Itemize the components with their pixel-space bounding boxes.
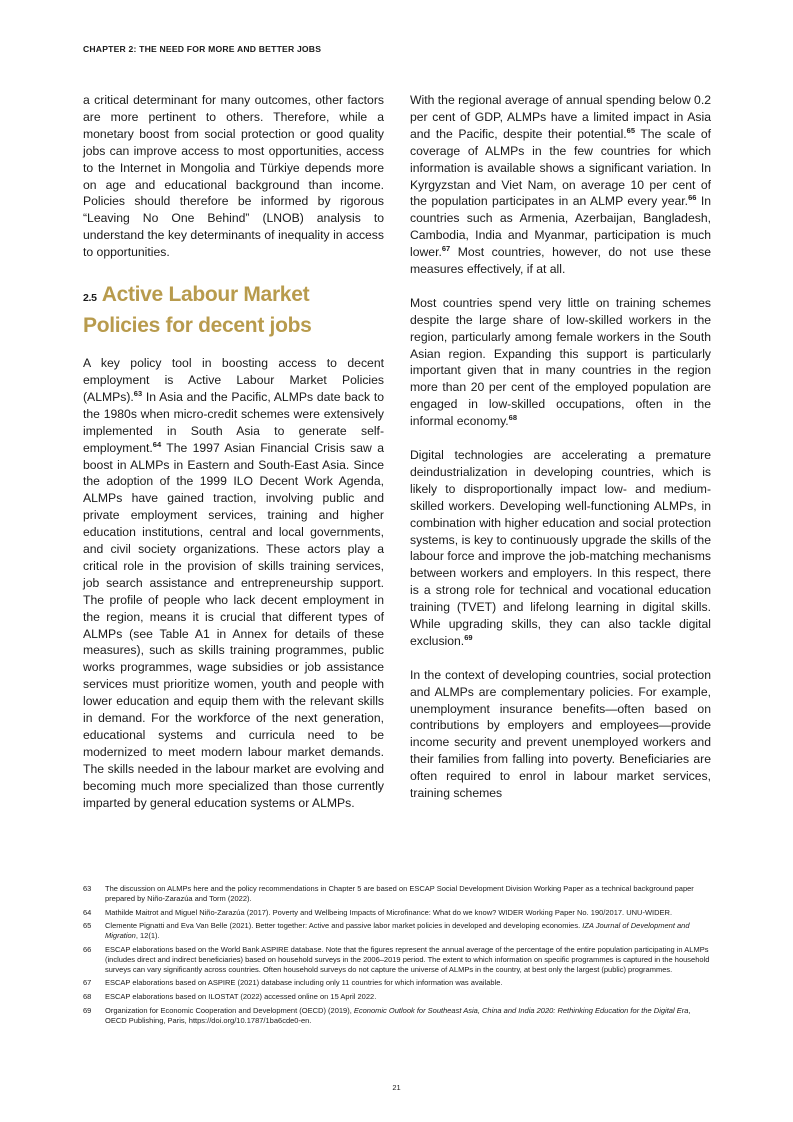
section-heading <box>83 281 384 339</box>
text-run: In Asia and the Pacific, ALMPs date back to the 1980s when micro-credit schemes were extensively implemented in South Asia to generate self-employment. <box>83 389 384 455</box>
text-run: With the regional average of annual spending below 0.2 per cent of GDP, ALMPs have a limited impact in Asia and the Pacific, despite their potential. <box>410 93 711 141</box>
left-column <box>83 92 384 812</box>
footnote-text: The discussion on ALMPs here and the policy recommendations in Chapter 5 are based on ESCAP Social Development Division Working Paper as a technical background paper prepared by Niño-Zarazúa and Torm (2022). <box>105 884 694 903</box>
footnote-text <box>105 921 710 941</box>
text-run: The scale of coverage of ALMPs in the few countries for which information is available shows a significant variation. In Kyrgyzstan and Viet Nam, on average 10 per cent of the population participates in an ALMP every year. <box>410 126 711 209</box>
journal-title: IZA Journal of Development and Migration <box>105 921 690 941</box>
text-run: Most countries spend very little on training schemes despite the large share of low-skilled workers in the region, particularly among female workers in the South Asian region. Expanding this support is particularly important given that in many countries in the region more than 20 per cent of the employed population are engaged in low-skilled occupations, often in the informal economy. <box>410 295 711 429</box>
footnote-number: 68 <box>83 991 92 1001</box>
page-number: 21 <box>392 1083 401 1092</box>
footnote-text: ESCAP elaborations based on the World Bank ASPIRE database. Note that the figures represent the annual average of the percentage of the entire population participating in ALMPs (includes direct and indirect beneficiaries) based on household surveys in the 2006–2019 period. The extent to which information on specific programmes is captured in the household surveys can vary significantly across countries. Often household surveys do not capture the universe of ALMPs in the country, at best only the largest (public) programmes. <box>105 944 710 974</box>
footnote-65 <box>83 921 710 941</box>
footnote-ref[interactable]: 65 <box>626 125 636 135</box>
footnote-text: ESCAP elaborations based on ASPIRE (2021) database including only 11 countries for which information was available. <box>105 978 503 988</box>
footnotes <box>83 884 710 1029</box>
footnote-67 <box>83 978 710 988</box>
footnote-number: 69 <box>83 1005 92 1015</box>
text-run: Most countries, however, do not use these measures effectively, if at all. <box>410 245 711 277</box>
right-column <box>410 92 711 802</box>
footnote-text <box>105 1006 710 1026</box>
text-run: The 1997 Asian Financial Crisis saw a boost in ALMPs in Eastern and South-East Asia. Since the adoption of the 1999 ILO Decent Work Agenda, ALMPs have gained traction, involving public and private employment services, training and higher education institutions, central and local governments, and civil society organizations. These actors play a critical role in the provision of skills training services, job search assistance and entrepreneurship support. The profile of people who lack decent employment in the region, means it is crucial that different types of ALMPs (see Table A1 in Annex for details of these measures), such as skills training programmes, public works programmes, wage subsidies or job assistance services must prioritize women, youth and people with lower education and equip them with the relevant skills in demand. For the workforce of the next generation, educational systems and curricula need to be modernized to meet modern labour market demands. The skills needed in the labour market are evolving and becoming much more specialized than those currently imparted by general education systems or ALMPs. <box>83 440 384 810</box>
text-run: , OECD Publishing, Paris, https://doi.org/10.1787/1ba6cde0-en. <box>105 1005 691 1025</box>
paragraph-social-protection: In the context of developing countries, social protection and ALMPs are complementary policies. For example, unemployment insurance benefits—often based on contributions by employers and employees—provide income security and prevent unemployed workers and their families from falling into poverty. Beneficiaries are often required to enrol in labour market services, training schemes <box>410 667 711 801</box>
footnote-ref[interactable]: 64 <box>152 439 162 449</box>
footnote-68 <box>83 992 710 1002</box>
text-run: , 12(1). <box>135 931 160 941</box>
paragraph-almp-spending <box>410 92 711 278</box>
footnote-63 <box>83 884 710 904</box>
paragraph-lnob: a critical determinant for many outcomes, other factors are more pertinent to others. Therefore, while a monetary boost from social protection or good quality jobs can improve access to most opportunities, access to the Internet in Mongolia and Türkiye depends more on age and educational background than income. Policies should therefore be informed by rigorous “Leaving No One Behind” (LNOB) analysis to understand the key determinants of inequality in access to opportunities. <box>83 93 384 260</box>
section-title-line1: Active Labour Market <box>101 283 310 307</box>
paragraph-digital-technologies <box>410 447 711 650</box>
footnote-number: 64 <box>83 907 92 917</box>
footnote-number: 65 <box>83 921 92 931</box>
footnote-number: 63 <box>83 884 92 893</box>
paragraph-training-schemes <box>410 295 711 430</box>
footnote-ref[interactable]: 68 <box>508 413 518 423</box>
footnote-ref[interactable]: 66 <box>688 193 697 203</box>
footnote-ref[interactable]: 67 <box>441 244 451 254</box>
footnote-number: 66 <box>83 944 92 954</box>
footnote-66 <box>83 945 710 975</box>
footnote-ref[interactable]: 63 <box>133 388 143 398</box>
section-title-line2: Policies for decent jobs <box>83 314 312 338</box>
footnote-69 <box>83 1006 710 1026</box>
running-header: CHAPTER 2: THE NEED FOR MORE AND BETTER JOBS <box>83 44 322 54</box>
text-run: Clemente Pignatti and Eva Van Belle (2021). Better together: Active and passive labor market policies in developed and developing economies. <box>105 921 583 931</box>
section-number: 2.5 <box>83 292 97 305</box>
text-run: Digital technologies are accelerating a premature deindustrialization in developing countries, which is likely to disproportionally impact low- and medium-skilled workers. Developing well-functioning ALMPs, in combination with higher education and social protection systems, is key to continuously upgrade the skills of the labour force and improve the job-matching mechanisms between workers and employers. In this respect, there is a strong role for technical and vocational education training (TVET) and lifelong learning in digital skills. While upgrading skills, they can also tackle digital exclusion. <box>410 448 711 648</box>
footnote-text: ESCAP elaborations based on ILOSTAT (2022) accessed online on 15 April 2022. <box>105 991 377 1001</box>
text-run: In countries such as Armenia, Azerbaijan, Bangladesh, Cambodia, India and Myanmar, participation is much lower. <box>410 194 711 260</box>
publication-title: Economic Outlook for Southeast Asia, China and India 2020: Rethinking Education for the Digital Era <box>353 1005 689 1015</box>
footnote-number: 67 <box>83 978 92 988</box>
paragraph-almp-intro <box>83 355 384 811</box>
footnote-64 <box>83 908 710 918</box>
text-run: A key policy tool in boosting access to decent employment is Active Labour Market Policies (ALMPs). <box>83 356 384 404</box>
text-run: Organization for Economic Cooperation and Development (OECD) (2019), <box>105 1005 354 1015</box>
footnote-text: Mathilde Maitrot and Miguel Niño-Zarazúa (2017). Poverty and Wellbeing Impacts of Microfinance: What do we know? WIDER Working Paper No. 190/2017. UNU-WIDER. <box>105 907 673 917</box>
footnote-ref[interactable]: 69 <box>464 632 473 642</box>
